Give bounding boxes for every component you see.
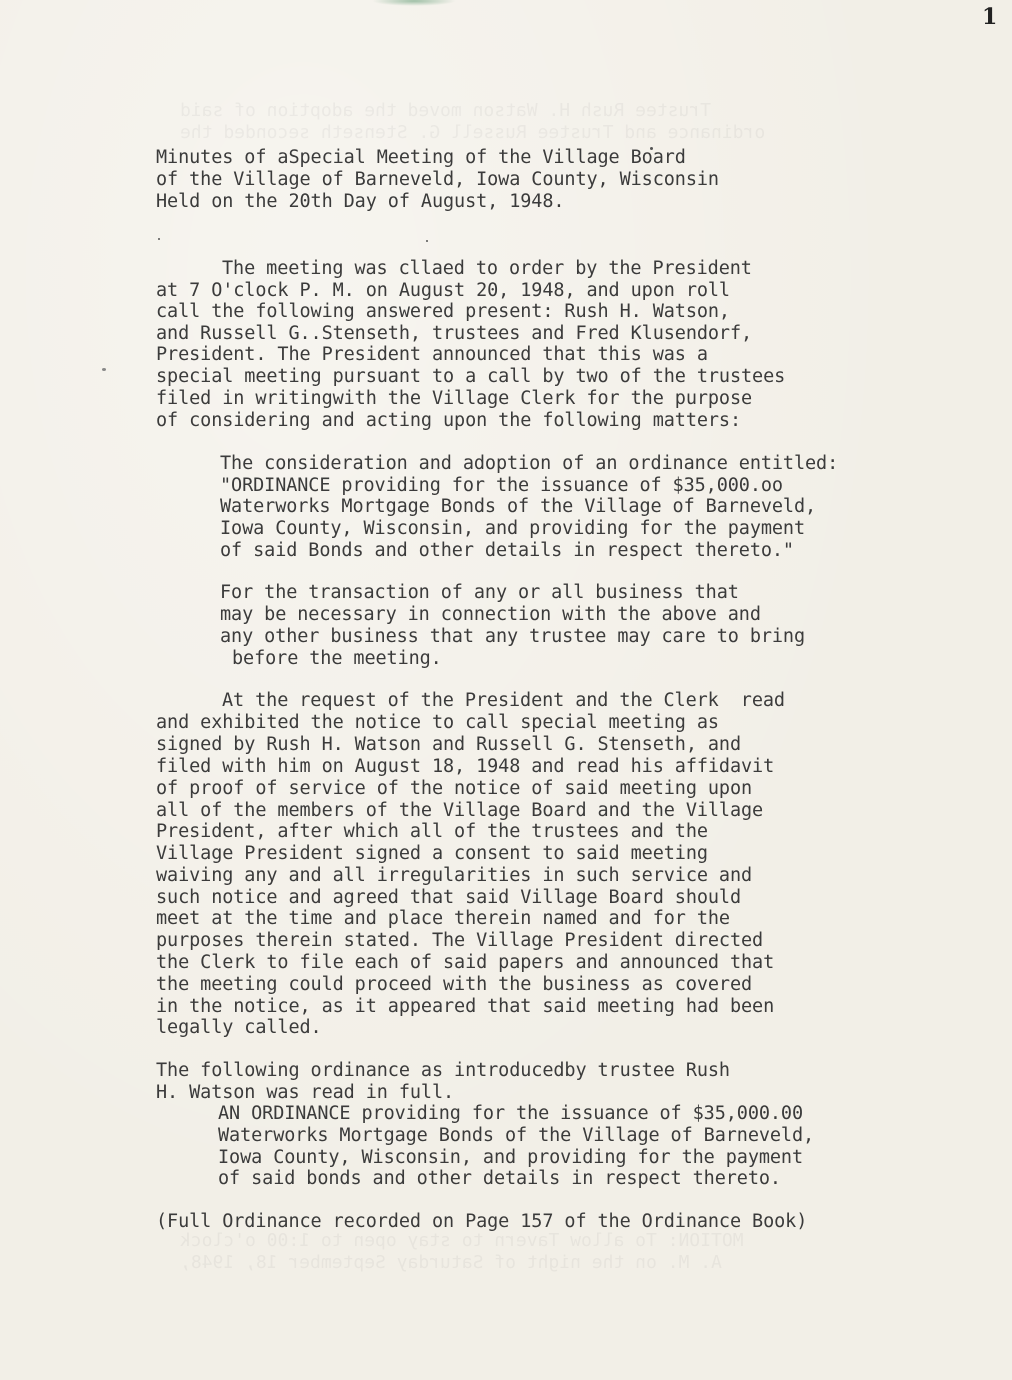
paragraph-line: of considering and acting upon the following matters: [156,410,742,431]
paragraph-line: meet at the time and place therein named and for the [156,908,730,929]
paragraph-line: President. The President announced that this was a [156,344,708,365]
show-through: ordinance and Trustee Russell G. Stenseth seconded the [180,122,766,143]
agenda-line: may be necessary in connection with the above and [220,604,761,625]
ink-dot [426,240,428,242]
ordinance-line: Iowa County, Wisconsin, and providing for the payment [218,1147,804,1168]
paragraph-line: filed with him on August 18, 1948 and read his affidavit [156,756,775,777]
paragraph-line: at 7 O'clock P. M. on August 20, 1948, and upon roll [156,280,730,301]
ink-smudge [372,0,456,6]
paragraph-line: the meeting could proceed with the business as covered [156,974,753,995]
paragraph-line: in the notice, as it appeared that said meeting had been [156,996,775,1017]
paragraph-line: and Russell G..Stenseth, trustees and Fred Klusendorf, [156,323,753,344]
title-line: of the Village of Barneveld, Iowa County, Wisconsin [156,169,719,190]
paragraph-line: purposes therein stated. The Village President directed [156,930,764,951]
ink-dot [158,238,160,240]
paragraph-line: legally called. [156,1017,322,1038]
ordinance-line: AN ORDINANCE providing for the issuance of $35,000.00 [218,1103,804,1124]
paragraph-line: the Clerk to file each of said papers and announced that [156,952,775,973]
paragraph-line: special meeting pursuant to a call by two of the trustees [156,366,786,387]
ordinance-line: Waterworks Mortgage Bonds of the Village of Barneveld, [218,1125,815,1146]
show-through: Trustee Rush H. Watson moved the adoption of said [180,100,712,121]
agenda-line: before the meeting. [232,648,442,669]
paragraph-line: Village President signed a consent to said meeting [156,843,708,864]
paragraph-line: H. Watson was read in full. [156,1082,455,1103]
paragraph-line: such notice and agreed that said Village Board should [156,887,742,908]
agenda-line: Waterworks Mortgage Bonds of the Village of Barneveld, [220,496,817,517]
paragraph-line: At the request of the President and the Clerk read [222,690,785,711]
show-through: A. M. on the night of Saturday September 18, 1948, [180,1252,722,1273]
ink-dot [102,368,106,371]
title-line: Minutes of aSpecial Meeting of the Village Board [156,147,686,168]
agenda-line: Iowa County, Wisconsin, and providing for the payment [220,518,806,539]
paragraph-line: The meeting was cllaed to order by the President [222,258,752,279]
agenda-line: of said Bonds and other details in respect thereto." [220,540,794,561]
ordinance-line: of said bonds and other details in respect thereto. [218,1168,781,1189]
paragraph-line: of proof of service of the notice of said meeting upon [156,778,753,799]
agenda-line: "ORDINANCE providing for the issuance of $35,000.oo [220,475,783,496]
title-line: Held on the 20th Day of August, 1948. [156,191,565,212]
paragraph-line: all of the members of the Village Board and the Village [156,800,764,821]
paragraph-line: signed by Rush H. Watson and Russell G. Stenseth, and [156,734,742,755]
paragraph-line: President, after which all of the trustees and the [156,821,708,842]
paragraph-line: The following ordinance as introducedby trustee Rush [156,1060,730,1081]
ordinance-book-reference: (Full Ordinance recorded on Page 157 of the Ordinance Book) [156,1211,808,1232]
agenda-line: The consideration and adoption of an ordinance entitled: [220,453,839,474]
agenda-line: For the transaction of any or all business that [220,582,739,603]
agenda-line: any other business that any trustee may care to bring [220,626,806,647]
show-through: MOTION: To allow Tavern to stay open to 1:00 o'clock [180,1230,744,1251]
page-number: 1 [982,4,998,30]
paragraph-line: waiving any and all irregularities in such service and [156,865,753,886]
paragraph-line: call the following answered present: Rush H. Watson, [156,301,730,322]
paragraph-line: filed in writingwith the Village Clerk for the purpose [156,388,753,409]
paragraph-line: and exhibited the notice to call special meeting as [156,712,719,733]
